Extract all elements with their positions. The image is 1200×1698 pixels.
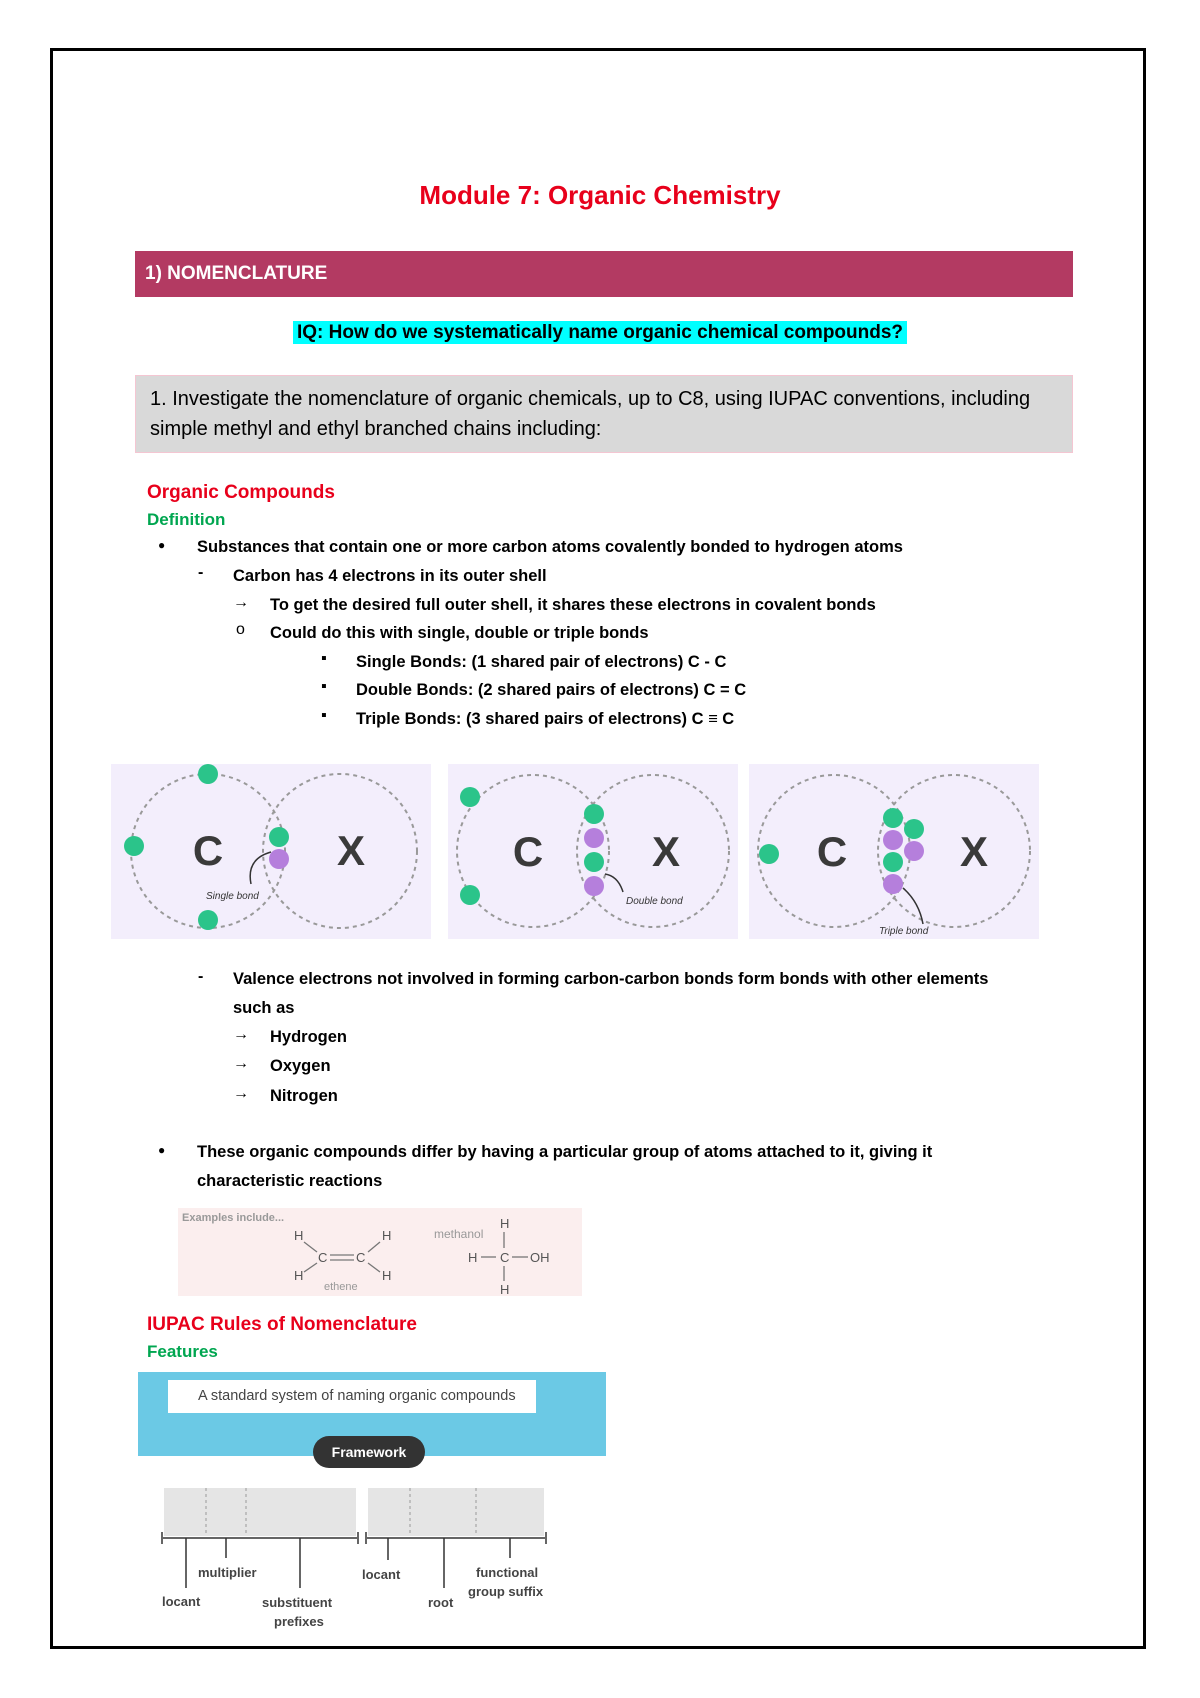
arrow-marker: →: [233, 594, 249, 611]
square-marker: ▪: [321, 650, 327, 667]
double-bond-diagram: [448, 764, 738, 939]
atom-c-label: C: [512, 828, 544, 875]
examples-heading: Examples include...: [182, 1212, 285, 1224]
page-title: Module 7: Organic Chemistry: [419, 180, 781, 210]
definition-bullet: Substances that contain one or more carbon atoms covalently bonded to hydrogen atoms: [197, 538, 903, 556]
dash-marker: -: [198, 968, 204, 985]
single-bond-diagram: [111, 764, 431, 939]
framework-pill: Framework: [313, 1436, 425, 1468]
multiplier-label: multiplier: [198, 1565, 257, 1580]
atom-h: H: [382, 1268, 392, 1283]
outcome-line-2: simple methyl and ethyl branched chains including:: [150, 418, 602, 440]
square-marker: ▪: [321, 707, 327, 724]
atom-h: H: [294, 1268, 304, 1283]
carbon-electrons-text: Carbon has 4 electrons in its outer shell: [233, 567, 547, 585]
atom-oh: OH: [530, 1250, 550, 1265]
triple-bond-diagram: [749, 764, 1039, 939]
double-bonds-text: Double Bonds: (2 shared pairs of electrons) C = C: [356, 681, 747, 699]
full-shell-text: To get the desired full outer shell, it shares these electrons in covalent bonds: [270, 596, 876, 614]
bond-types-text: Could do this with single, double or triple bonds: [270, 624, 649, 642]
arrow-marker: →: [233, 1085, 249, 1102]
methanol-label: methanol: [434, 1227, 484, 1241]
inquiry-question-row: [0, 322, 1200, 344]
atom-c: C: [500, 1250, 510, 1265]
prefixes-label: prefixes: [274, 1614, 324, 1629]
arrow-marker: →: [233, 1026, 249, 1043]
atom-x-label: X: [959, 828, 989, 875]
bullet-marker: ●: [158, 1143, 166, 1157]
atom-x-label: X: [336, 827, 366, 874]
atom-c: C: [318, 1250, 328, 1265]
element-item-hydrogen: Hydrogen: [270, 1028, 348, 1046]
valence-text-line-1: Valence electrons not involved in forming carbon-carbon bonds form bonds with other elements: [233, 970, 989, 988]
organic-compounds-heading: Organic Compounds: [147, 482, 335, 503]
outcome-line-1: 1. Investigate the nomenclature of organic chemicals, up to C8, using IUPAC conventions, including: [150, 388, 1031, 410]
syllabus-outcome-box: [135, 375, 1073, 453]
iupac-heading: IUPAC Rules of Nomenclature: [147, 1314, 417, 1335]
atom-h: H: [382, 1228, 392, 1243]
triple-bond-label: Triple bond: [879, 926, 929, 937]
element-item-oxygen: Oxygen: [270, 1057, 331, 1075]
locant-label: locant: [362, 1567, 401, 1582]
root-label: root: [428, 1595, 454, 1610]
functional-group-line-2: characteristic reactions: [197, 1172, 383, 1190]
examples-panel: [178, 1208, 582, 1296]
iupac-definition-text: A standard system of naming organic compounds: [168, 1380, 536, 1413]
atom-c-label: C: [816, 828, 848, 875]
single-bonds-text: Single Bonds: (1 shared pair of electrons) C - C: [356, 653, 727, 671]
atom-c-label: C: [192, 827, 224, 874]
valence-text-line-2: such as: [233, 999, 295, 1017]
bullet-marker: ●: [158, 538, 166, 552]
atom-h: H: [500, 1216, 510, 1231]
substituent-label: substituent: [262, 1595, 333, 1610]
features-heading: Features: [147, 1342, 218, 1361]
inquiry-question: IQ: How do we systematically name organic chemical compounds?: [293, 321, 907, 344]
single-bond-label: Single bond: [206, 891, 259, 902]
element-item-nitrogen: Nitrogen: [270, 1087, 338, 1105]
double-bond-label: Double bond: [626, 896, 683, 907]
atom-h: H: [294, 1228, 304, 1243]
atom-x-label: X: [651, 828, 681, 875]
atom-h: H: [468, 1250, 478, 1265]
circle-marker: o: [236, 621, 245, 638]
atom-c: C: [356, 1250, 366, 1265]
arrow-marker: →: [233, 1055, 249, 1072]
section-header: 1) NOMENCLATURE: [135, 251, 1073, 297]
square-marker: ▪: [321, 678, 327, 695]
locant-label: locant: [162, 1594, 201, 1609]
atom-h: H: [500, 1282, 510, 1296]
definition-heading: Definition: [147, 510, 226, 529]
framework-diagram: [150, 1488, 550, 1632]
functional-group-line-1: These organic compounds differ by having a particular group of atoms attached to it, giving it: [197, 1143, 933, 1161]
ethene-label: ethene: [324, 1281, 358, 1293]
dash-marker: -: [198, 564, 204, 581]
functional-label: functional: [476, 1565, 539, 1580]
triple-bonds-text: Triple Bonds: (3 shared pairs of electrons) C ≡ C: [356, 710, 735, 728]
group-suffix-label: group suffix: [468, 1584, 544, 1599]
